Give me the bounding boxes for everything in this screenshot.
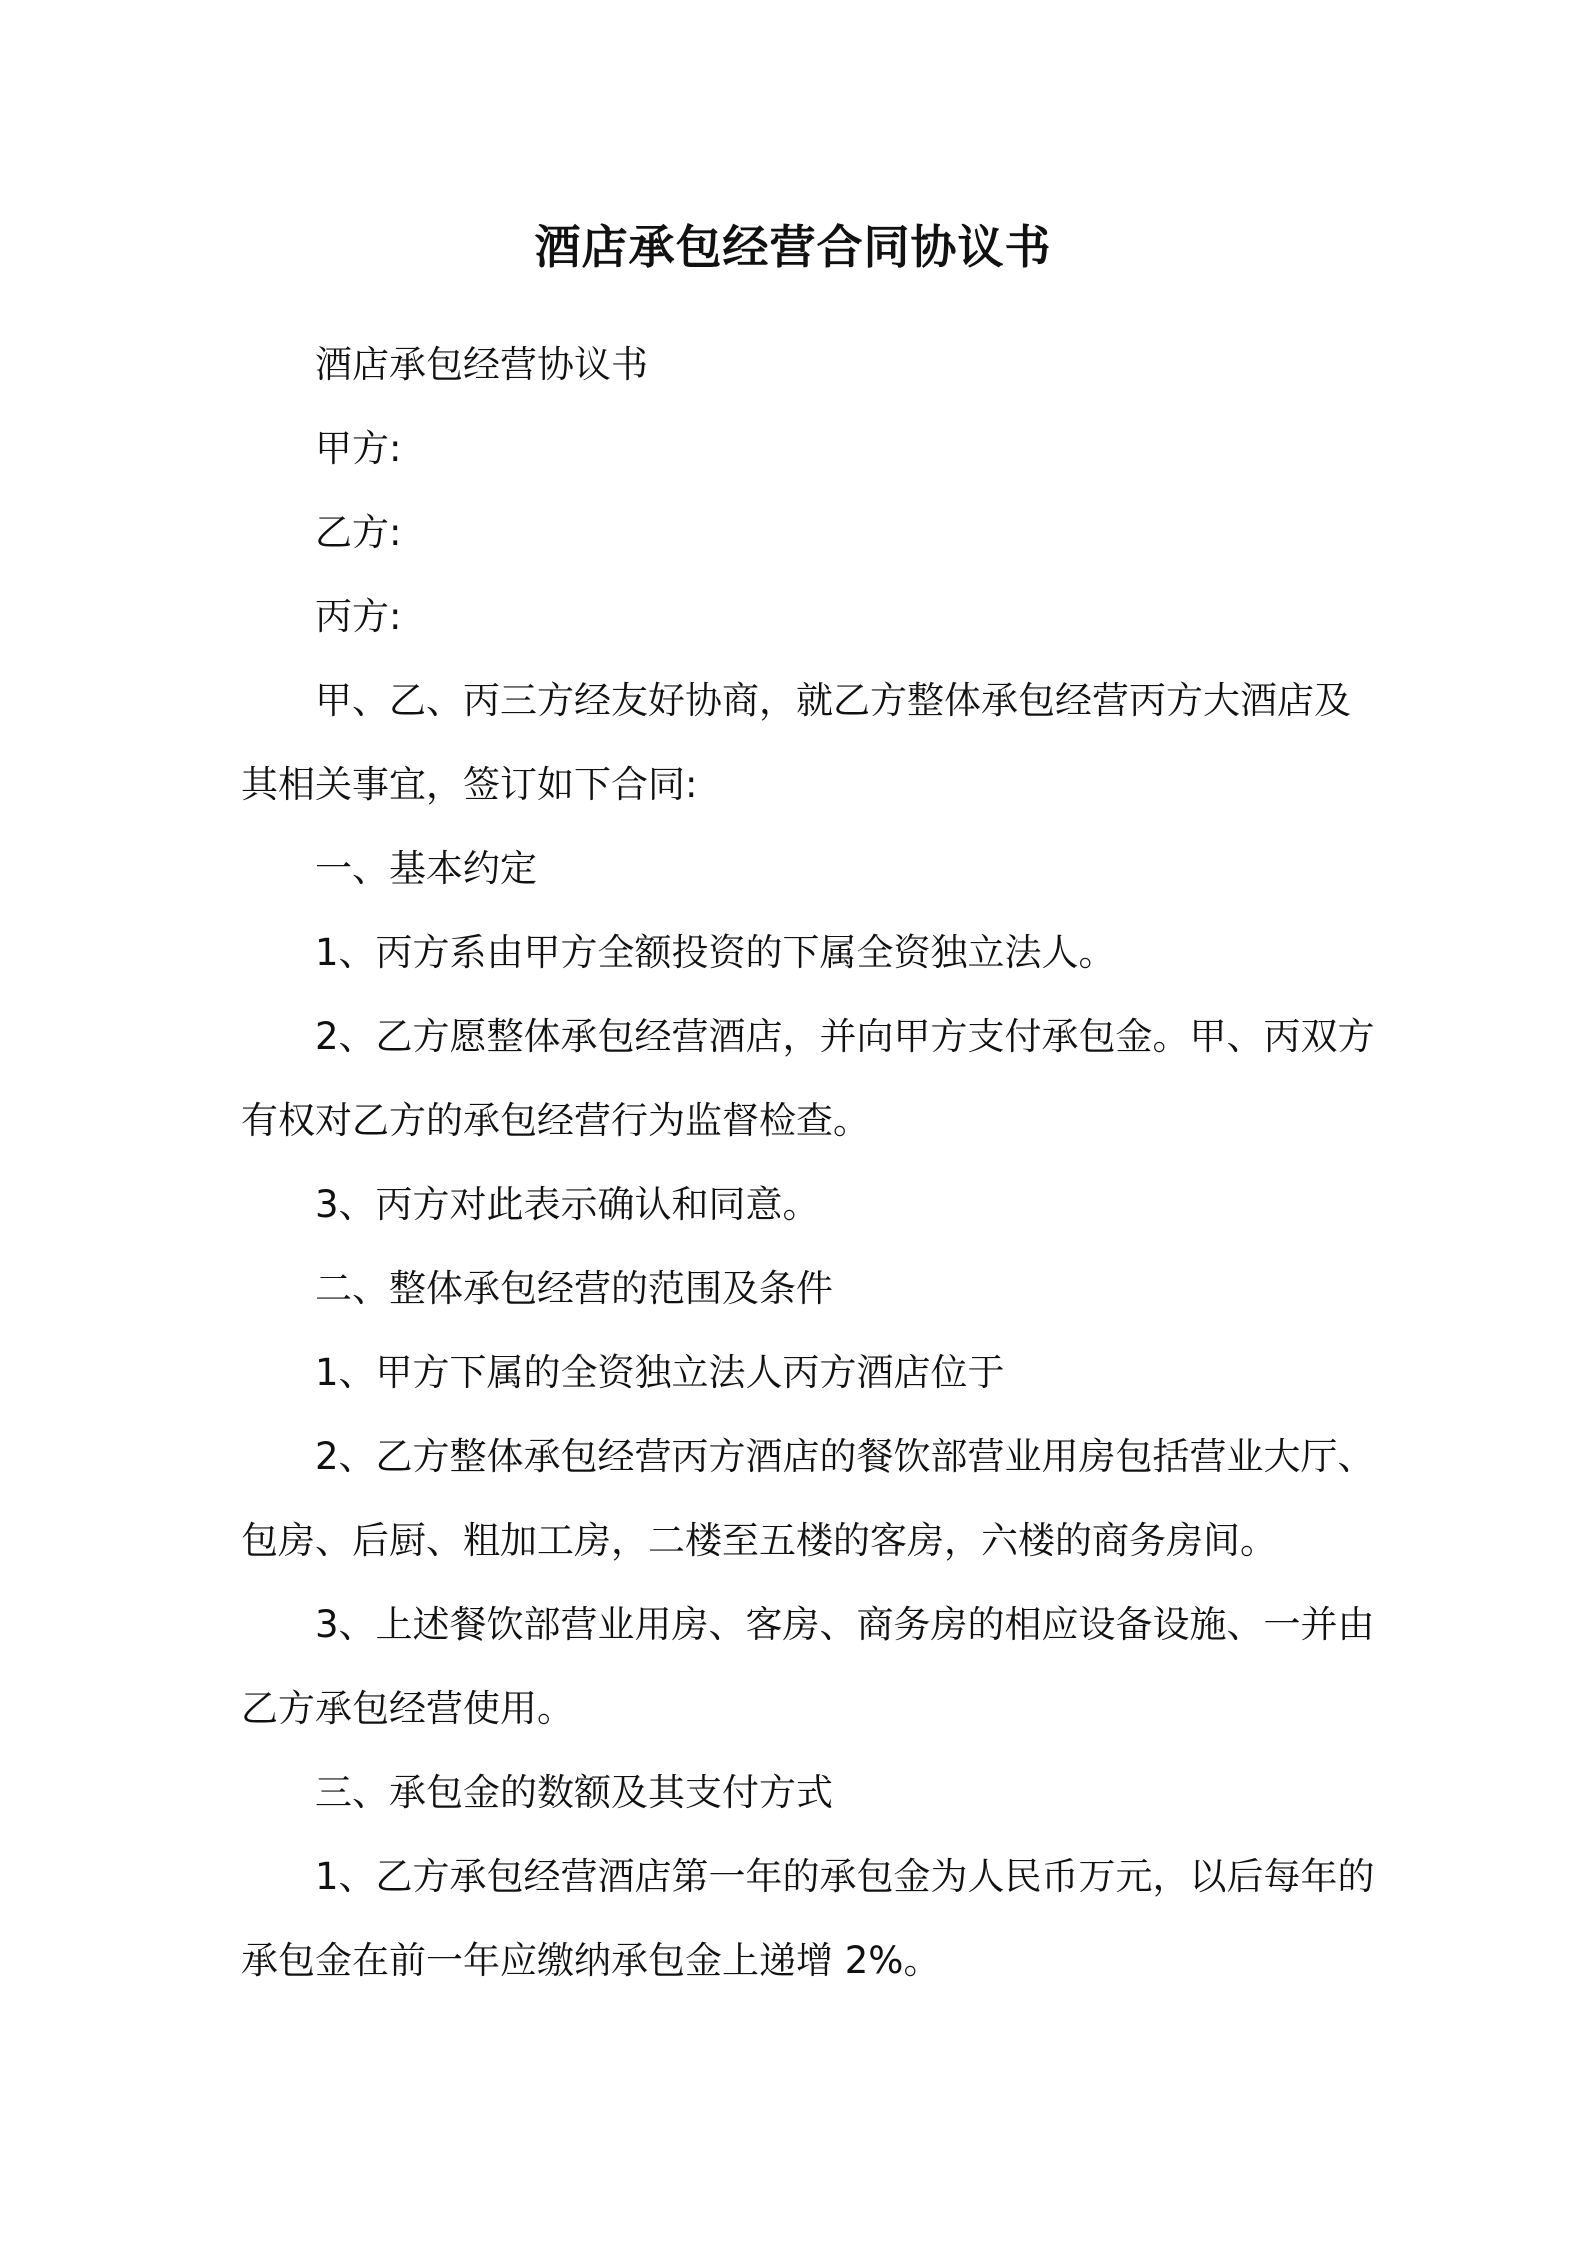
section-heading-2: 二、整体承包经营的范围及条件 — [315, 1267, 833, 1310]
section-heading-3: 三、承包金的数额及其支付方式 — [315, 1771, 833, 1814]
document-title: 酒店承包经营合同协议书 — [534, 220, 1052, 274]
clause-1-1: 1、丙方系由甲方全额投资的下属全资独立法人。 — [315, 931, 1116, 974]
clause-3-1: 1、乙方承包经营酒店第一年的承包金为人民币万元，以后每年的承包金在前一年应缴纳承包金上递增 2%。 — [241, 1855, 1375, 1982]
clause-1-3: 3、丙方对此表示确认和同意。 — [315, 1183, 820, 1226]
clause-2-1: 1、甲方下属的全资独立法人丙方酒店位于 — [315, 1351, 1005, 1394]
clause-1-2: 2、乙方愿整体承包经营酒店，并向甲方支付承包金。甲、丙双方有权对乙方的承包经营行为监督检查。 — [241, 1015, 1375, 1142]
paragraph-preamble: 甲、乙、丙三方经友好协商，就乙方整体承包经营丙方大酒店及其相关事宜，签订如下合同: — [241, 679, 1351, 806]
paragraph-party-a: 甲方: — [315, 427, 402, 470]
clause-2-2: 2、乙方整体承包经营丙方酒店的餐饮部营业用房包括营业大厅、包房、后厨、粗加工房，二楼至五楼的客房，六楼的商务房间。 — [241, 1435, 1375, 1562]
section-heading-1: 一、基本约定 — [315, 847, 537, 890]
paragraph-party-b: 乙方: — [315, 511, 402, 554]
document-body — [241, 323, 1381, 2003]
paragraph-subtitle: 酒店承包经营协议书 — [315, 343, 648, 386]
clause-2-3: 3、上述餐饮部营业用房、客房、商务房的相应设备设施、一并由乙方承包经营使用。 — [241, 1603, 1375, 1730]
paragraph-party-c: 丙方: — [315, 595, 402, 638]
